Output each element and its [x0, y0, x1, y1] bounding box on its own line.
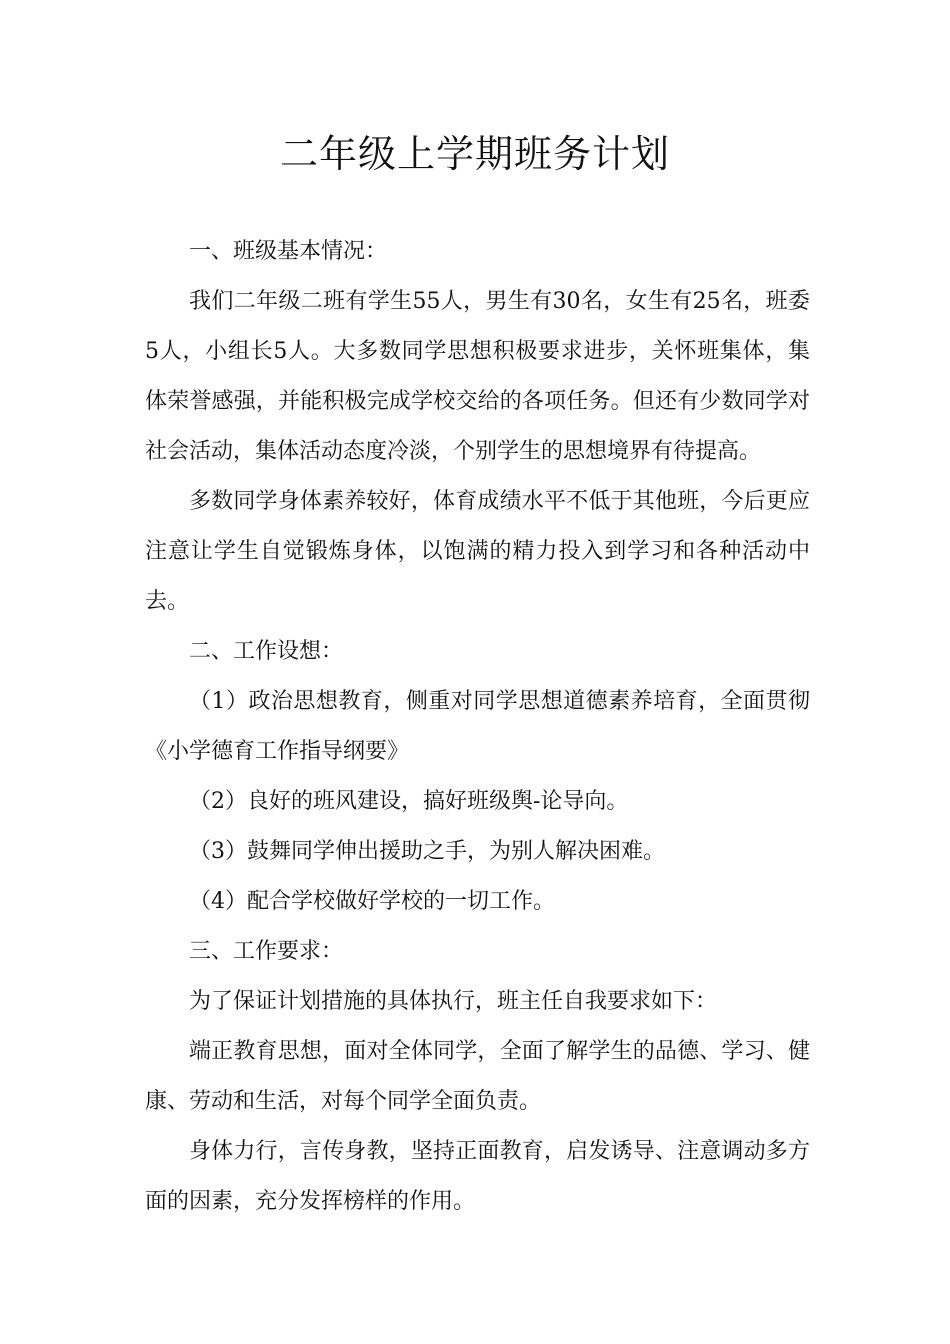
document-title: 二年级上学期班务计划: [279, 132, 670, 176]
paragraph-class-overview: 我们二年级二班有学生55人，男生有30名，女生有25名，班委5人，小组长5人。大多数同学思想积极要求进步，关怀班集体，集体荣誉感强，并能积极完成学校交给的各项任务。但还有少数同学对社会活动，集体活动态度冷淡，个别学生的思想境界有待提高。: [145, 289, 810, 464]
section-heading-basic-info: 一、班级基本情况：: [189, 239, 388, 264]
paragraph-education-thinking: 端正教育思想，面对全体同学，全面了解学生的品德、学习、健康、劳动和生活，对每个同学全面负责。: [145, 1039, 810, 1114]
plan-item-4: （4）配合学校做好学校的一切工作。: [189, 889, 555, 914]
section-heading-work-requirements: 三、工作要求：: [189, 939, 344, 964]
paragraph-physical-fitness: 多数同学身体素养较好，体育成绩水平不低于其他班，今后更应注意让学生自觉锻炼身体，以饱满的精力投入到学习和各种活动中去。: [145, 489, 810, 614]
document-body: [145, 227, 810, 1227]
section-heading-work-plan: 二、工作设想：: [189, 639, 344, 664]
plan-item-1: （1）政治思想教育，侧重对同学思想道德素养培育，全面贯彻《小学德育工作指导纲要》: [145, 689, 810, 764]
plan-item-3: （3）鼓舞同学伸出援助之手，为别人解决困难。: [189, 839, 665, 864]
paragraph-lead-by-example: 身体力行，言传身教，坚持正面教育，启发诱导、注意调动多方面的因素，充分发挥榜样的作用。: [145, 1139, 810, 1214]
plan-item-2: （2）良好的班风建设，搞好班级舆-论导向。: [189, 789, 629, 814]
paragraph-requirements-intro: 为了保证计划措施的具体执行，班主任自我要求如下：: [189, 989, 718, 1014]
